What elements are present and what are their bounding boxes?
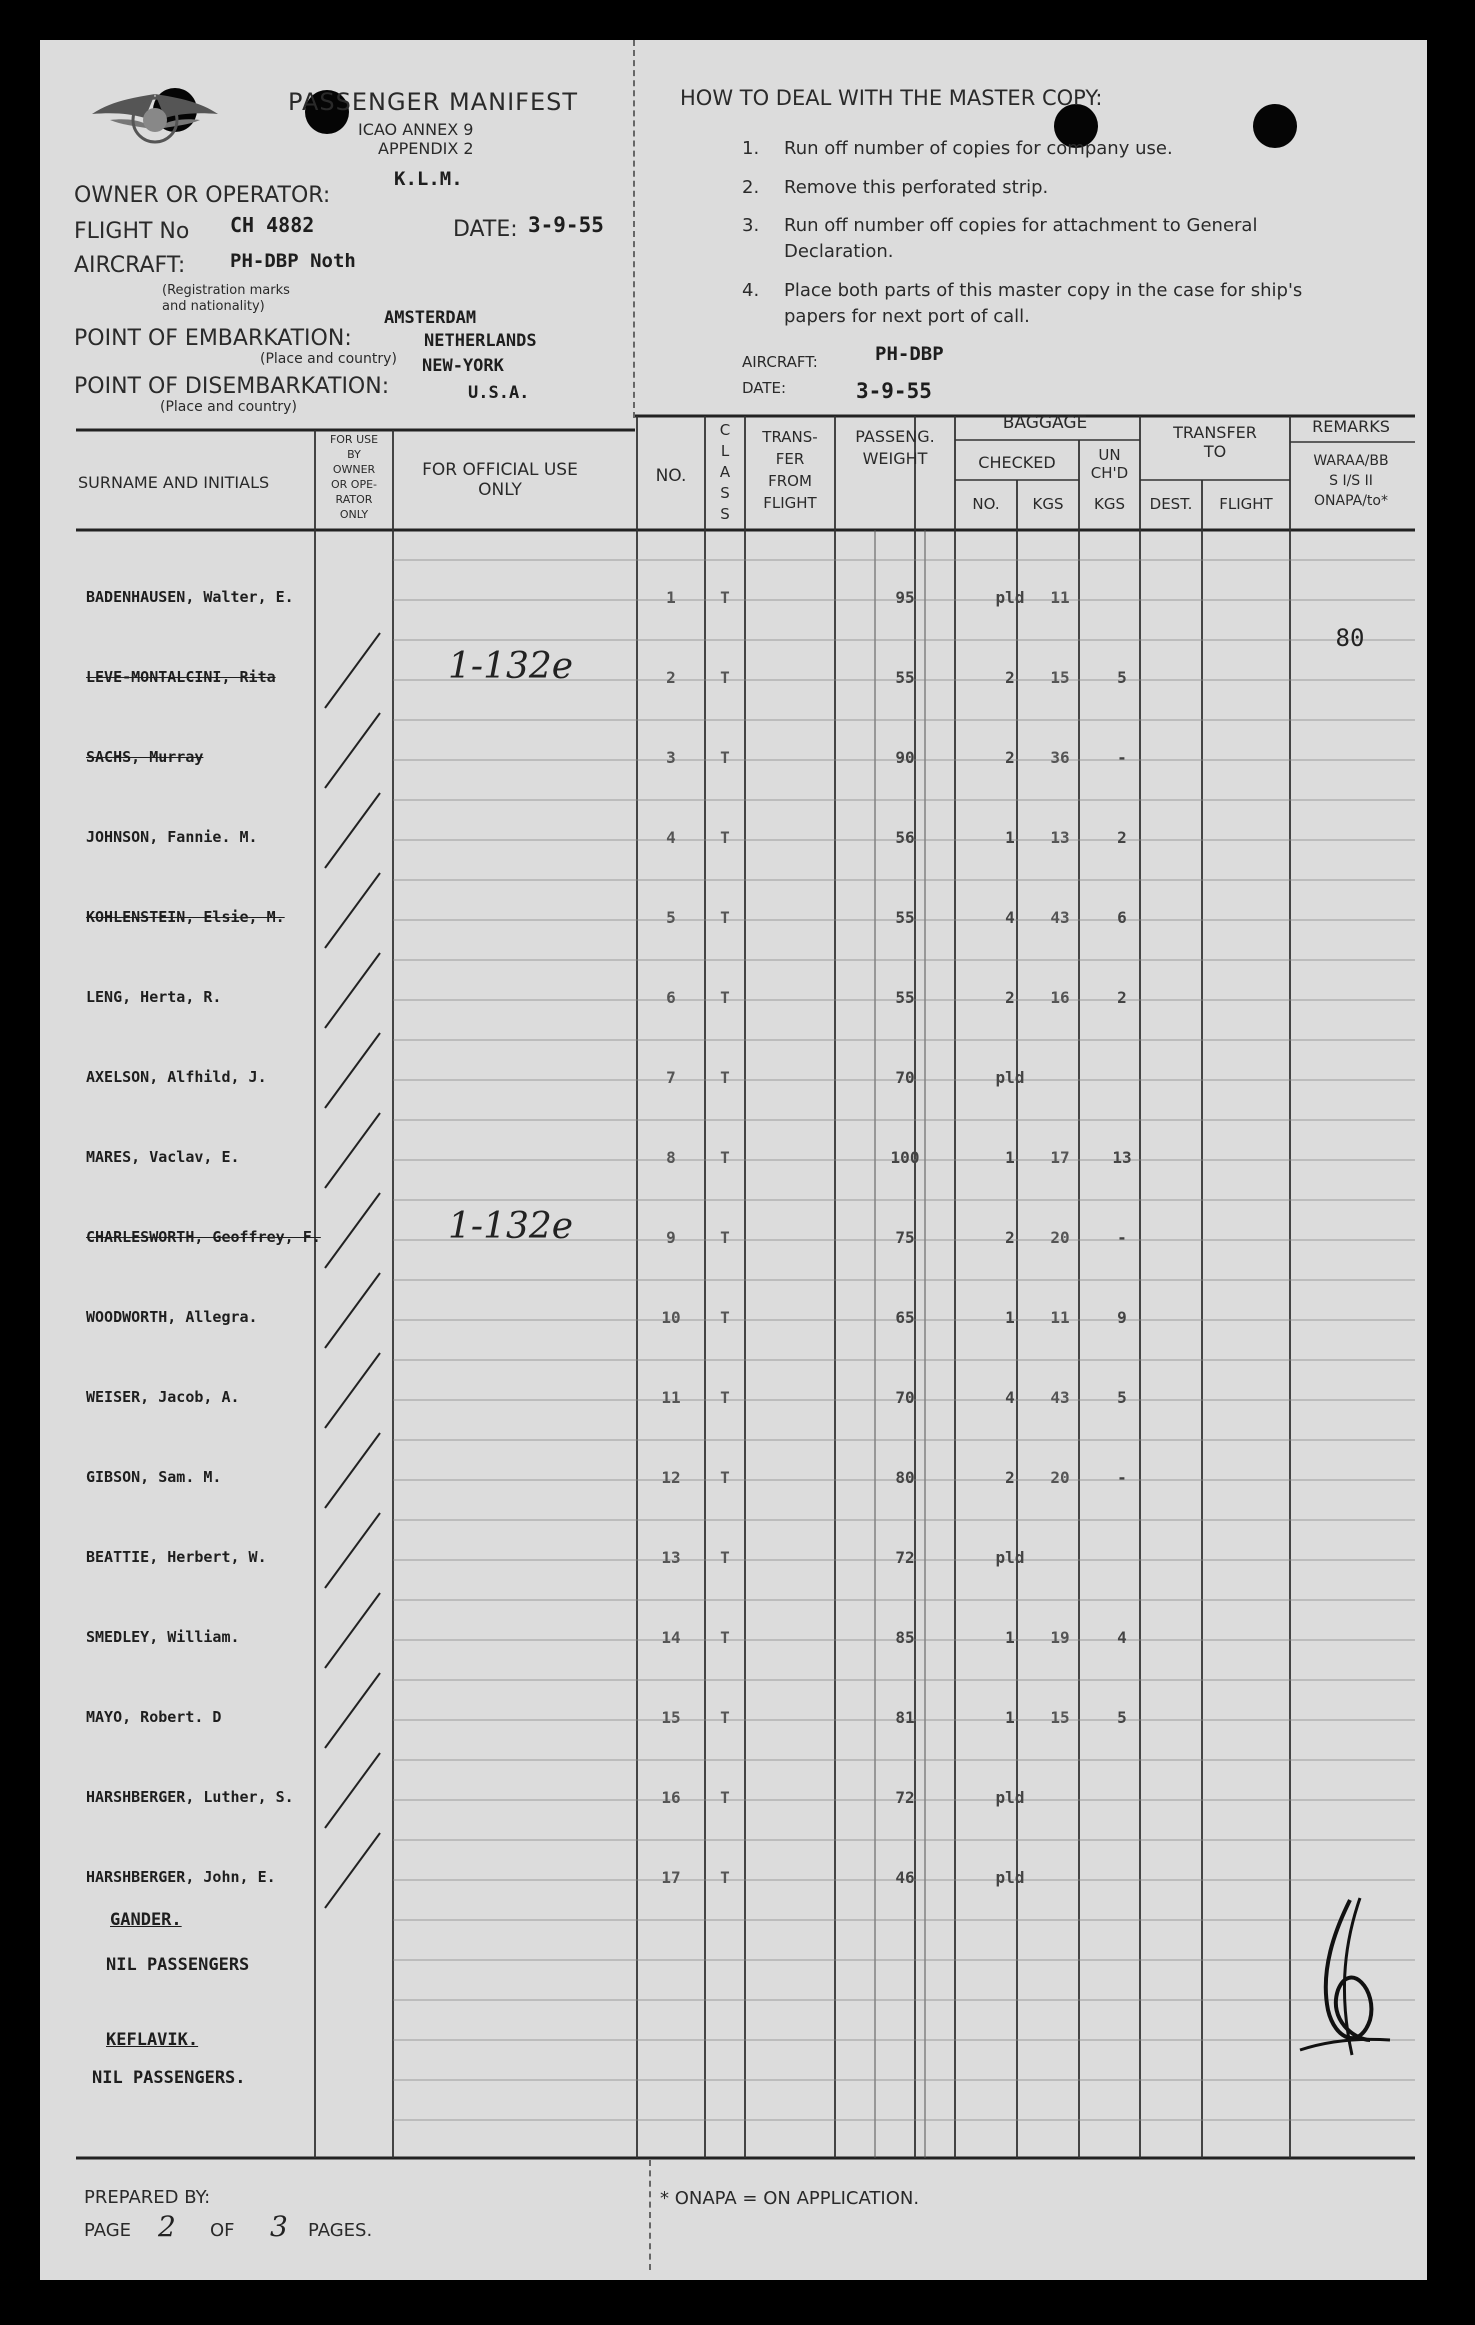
instr-date-value: 3-9-55 (856, 379, 932, 403)
stop-note: NIL PASSENGERS. (92, 2068, 246, 2088)
check-tick (325, 633, 380, 708)
passenger-weight: 70 (895, 1388, 915, 1407)
passenger-name: JOHNSON, Fannie. M. (86, 828, 258, 846)
unchecked-kgs: 5 (1117, 668, 1127, 687)
unchecked-kgs: - (1117, 1468, 1127, 1487)
passenger-weight: 72 (895, 1788, 915, 1807)
check-tick (325, 953, 380, 1028)
col-checked: CHECKED (978, 453, 1056, 472)
instr-aircraft-label: AIRCRAFT: (742, 353, 818, 371)
passenger-name: CHARLESWORTH, Geoffrey, F. (86, 1228, 321, 1246)
passenger-class: T (720, 1788, 730, 1807)
passenger-no: 9 (666, 1228, 676, 1247)
col-transfer-to-line: TRANSFER (1173, 423, 1257, 442)
passenger-no: 6 (666, 988, 676, 1007)
disembarkation-label: POINT OF DISEMBARKATION: (74, 374, 390, 399)
check-tick (325, 1113, 380, 1188)
col-owner-use-line: OWNER (332, 463, 376, 476)
baggage-kgs: 15 (1050, 668, 1070, 687)
owner-label: OWNER OR OPERATOR: (74, 183, 331, 208)
baggage-kgs: 11 (1050, 1308, 1070, 1327)
baggage-count: 1 (1005, 1148, 1015, 1167)
embarkation-city: AMSTERDAM (384, 308, 477, 328)
passenger-no: 1 (666, 588, 676, 607)
baggage-kgs: 20 (1050, 1468, 1070, 1487)
stop-note: NIL PASSENGERS (106, 1955, 250, 1975)
passenger-weight: 65 (895, 1308, 915, 1327)
baggage-kgs: 43 (1050, 1388, 1070, 1407)
prepared-by-label: PREPARED BY: (84, 2187, 211, 2208)
col-owner-use-line: OR OPE- (330, 478, 377, 491)
baggage-count: 2 (1005, 1228, 1015, 1247)
check-tick (325, 1833, 380, 1908)
baggage-count: pld (995, 1068, 1025, 1087)
passenger-class: T (720, 588, 730, 607)
col-baggage: BAGGAGE (1002, 413, 1088, 433)
passenger-weight: 95 (895, 588, 915, 607)
official-use-mark: 1-132e (448, 646, 574, 687)
col-class-line: S (720, 484, 730, 502)
baggage-count: 1 (1005, 1708, 1015, 1727)
passenger-class: T (720, 1548, 730, 1567)
baggage-kgs: 15 (1050, 1708, 1070, 1727)
appendix: APPENDIX 2 (378, 139, 474, 158)
baggage-count: pld (995, 588, 1025, 607)
check-tick (325, 873, 380, 948)
passenger-class: T (720, 1868, 730, 1887)
passenger-no: 15 (661, 1708, 681, 1727)
page-label: PAGE (84, 2220, 132, 2241)
col-transfer-to-line: TO (1203, 442, 1227, 461)
passenger-name: MARES, Vaclav, E. (86, 1148, 240, 1166)
col-transfer-from-line: TRANS- (762, 428, 818, 446)
col-remarks: REMARKS (1312, 417, 1390, 436)
instructions-heading: HOW TO DEAL WITH THE MASTER COPY: (680, 86, 1103, 110)
passenger-class: T (720, 908, 730, 927)
passenger-weight: 90 (895, 748, 915, 767)
col-transfer-from-line: FLIGHT (763, 494, 817, 512)
col-official-use-line: FOR OFFICIAL USE (422, 460, 578, 480)
date-label: DATE: (453, 217, 518, 242)
baggage-count: 2 (1005, 1468, 1015, 1487)
stop-place: KEFLAVIK. (106, 2030, 199, 2050)
passenger-no: 11 (661, 1388, 681, 1407)
passenger-weight: 55 (895, 988, 915, 1007)
passenger-name: GIBSON, Sam. M. (86, 1468, 222, 1486)
unchecked-kgs: 4 (1117, 1628, 1127, 1647)
passenger-class: T (720, 1308, 730, 1327)
col-class-line: L (720, 442, 730, 460)
col-surname: SURNAME AND INITIALS (78, 473, 270, 492)
baggage-count: 2 (1005, 748, 1015, 767)
flight-label: FLIGHT No (74, 219, 190, 244)
col-owner-use-line: RATOR (335, 493, 373, 506)
baggage-kgs: 11 (1050, 588, 1070, 607)
passenger-class: T (720, 1628, 730, 1647)
baggage-count: 2 (1005, 988, 1015, 1007)
instr-date-label: DATE: (742, 379, 787, 397)
passenger-class: T (720, 988, 730, 1007)
col-class-line: S (720, 505, 730, 523)
passenger-weight: 100 (890, 1148, 920, 1167)
baggage-kgs: 20 (1050, 1228, 1070, 1247)
passenger-no: 3 (666, 748, 676, 767)
passenger-weight: 80 (895, 1468, 915, 1487)
unchecked-kgs: 2 (1117, 828, 1127, 847)
col-remarks-sub-line: S I/S II (1329, 473, 1373, 489)
col-bag-no: NO. (972, 495, 1000, 513)
passenger-class: T (720, 1148, 730, 1167)
disembarkation-note: (Place and country) (160, 399, 297, 415)
passenger-weight: 46 (895, 1868, 915, 1887)
col-dest: DEST. (1149, 495, 1193, 513)
onapa-note: * ONAPA = ON APPLICATION. (660, 2188, 920, 2209)
icao-annex: ICAO ANNEX 9 (358, 120, 474, 139)
unchecked-kgs: - (1117, 748, 1127, 767)
check-tick (325, 713, 380, 788)
passenger-name: SACHS, Murray (86, 748, 204, 766)
passenger-weight: 72 (895, 1548, 915, 1567)
passenger-name: KOHLENSTEIN, Elsie, M. (86, 908, 285, 926)
page-value: 2 (158, 2210, 176, 2243)
passenger-weight: 75 (895, 1228, 915, 1247)
instruction-text: Declaration. (784, 241, 894, 262)
col-official-use-line: ONLY (478, 480, 522, 500)
passenger-no: 4 (666, 828, 676, 847)
passenger-class: T (720, 1068, 730, 1087)
unchecked-kgs: 2 (1117, 988, 1127, 1007)
col-remarks-sub-line: WARAA/BB (1313, 453, 1389, 469)
check-tick (325, 1753, 380, 1828)
pages-label: PAGES. (308, 2220, 373, 2241)
col-class-line: A (719, 463, 731, 481)
manifest-title: PASSENGER MANIFEST (288, 88, 579, 116)
baggage-kgs: 43 (1050, 908, 1070, 927)
passenger-name: WEISER, Jacob, A. (86, 1388, 240, 1406)
baggage-count: pld (995, 1548, 1025, 1567)
baggage-kgs: 19 (1050, 1628, 1070, 1647)
official-use-mark: 1-132e (448, 1206, 574, 1247)
aircraft-note: and nationality) (162, 299, 265, 314)
passenger-name: WOODWORTH, Allegra. (86, 1308, 258, 1326)
passenger-class: T (720, 748, 730, 767)
passenger-no: 13 (661, 1548, 681, 1567)
baggage-count: 1 (1005, 1308, 1015, 1327)
baggage-count: 4 (1005, 1388, 1015, 1407)
col-kgs: KGS (1032, 495, 1064, 513)
passenger-weight: 70 (895, 1068, 915, 1087)
passenger-class: T (720, 668, 730, 687)
check-tick (325, 1273, 380, 1348)
passenger-weight: 56 (895, 828, 915, 847)
aircraft-note: (Registration marks (162, 283, 290, 298)
instruction-num: 1. (742, 138, 760, 159)
baggage-count: pld (995, 1868, 1025, 1887)
stop-place: GANDER. (110, 1910, 182, 1930)
passenger-name: LEVE-MONTALCINI, Rita (86, 668, 276, 686)
manifest-sheet (40, 40, 1427, 2280)
col-weight-line: PASSENG. (855, 427, 935, 446)
check-tick (325, 1353, 380, 1428)
instruction-num: 4. (742, 280, 760, 301)
unchecked-kgs: 13 (1112, 1148, 1132, 1167)
instruction-text: Run off number of copies for company use. (784, 138, 1173, 159)
disembarkation-country: U.S.A. (468, 383, 530, 403)
passenger-class: T (720, 1468, 730, 1487)
passenger-no: 7 (666, 1068, 676, 1087)
check-tick (325, 1433, 380, 1508)
date-value: 3-9-55 (528, 213, 604, 237)
instruction-text: Run off number off copies for attachment to General (784, 215, 1258, 236)
col-remarks-sub-line: ONAPA/to* (1314, 493, 1388, 509)
col-transfer-from-line: FER (775, 450, 805, 468)
unchecked-kgs: 5 (1117, 1388, 1127, 1407)
passenger-name: AXELSON, Alfhild, J. (86, 1068, 267, 1086)
passenger-no: 17 (661, 1868, 681, 1887)
check-tick (325, 1033, 380, 1108)
passenger-no: 5 (666, 908, 676, 927)
passenger-name: HARSHBERGER, Luther, S. (86, 1788, 294, 1806)
passenger-no: 16 (661, 1788, 681, 1807)
passenger-no: 14 (661, 1628, 681, 1647)
remarks-value: 80 (1335, 624, 1365, 652)
col-owner-use-line: BY (347, 448, 361, 461)
col-unchd-line: CH'D (1090, 464, 1129, 482)
embarkation-note: (Place and country) (260, 351, 397, 367)
flight-value: CH 4882 (230, 213, 315, 237)
passenger-no: 8 (666, 1148, 676, 1167)
passenger-weight: 81 (895, 1708, 915, 1727)
owner-value: K.L.M. (394, 168, 463, 190)
passenger-weight: 85 (895, 1628, 915, 1647)
embarkation-label: POINT OF EMBARKATION: (74, 326, 352, 351)
unchecked-kgs: 9 (1117, 1308, 1127, 1327)
passenger-class: T (720, 1708, 730, 1727)
official-initials-signature-icon (1280, 1890, 1400, 2070)
passenger-name: HARSHBERGER, John, E. (86, 1868, 276, 1886)
col-transfer-from-line: FROM (768, 472, 812, 490)
check-tick-marks (40, 40, 1427, 2280)
instruction-text: papers for next port of call. (784, 306, 1030, 327)
passenger-name: BEATTIE, Herbert, W. (86, 1548, 267, 1566)
col-no: NO. (655, 466, 687, 486)
passenger-name: BADENHAUSEN, Walter, E. (86, 588, 294, 606)
passenger-class: T (720, 1228, 730, 1247)
baggage-count: pld (995, 1788, 1025, 1807)
check-tick (325, 1513, 380, 1588)
of-label: OF (210, 2220, 235, 2241)
baggage-count: 1 (1005, 828, 1015, 847)
passenger-class: T (720, 828, 730, 847)
col-owner-use-line: FOR USE (329, 433, 379, 446)
passenger-name: MAYO, Robert. D (86, 1708, 222, 1726)
col-owner-use-line: ONLY (339, 508, 369, 521)
passenger-name: LENG, Herta, R. (86, 988, 222, 1006)
aircraft-label: AIRCRAFT: (74, 253, 186, 278)
baggage-count: 4 (1005, 908, 1015, 927)
instr-aircraft-value: PH-DBP (875, 343, 944, 365)
baggage-kgs: 16 (1050, 988, 1070, 1007)
instruction-text: Remove this perforated strip. (784, 177, 1049, 198)
unchecked-kgs: 6 (1117, 908, 1127, 927)
baggage-kgs: 13 (1050, 828, 1070, 847)
col-kgs-unchecked: KGS (1094, 495, 1125, 513)
check-tick (325, 1673, 380, 1748)
col-flight: FLIGHT (1219, 495, 1273, 513)
passenger-weight: 55 (895, 668, 915, 687)
baggage-kgs: 17 (1050, 1148, 1070, 1167)
passenger-no: 2 (666, 668, 676, 687)
col-weight-line: WEIGHT (862, 449, 928, 468)
passenger-no: 12 (661, 1468, 681, 1487)
unchecked-kgs: - (1117, 1228, 1127, 1247)
instruction-num: 3. (742, 215, 760, 236)
check-tick (325, 1193, 380, 1268)
passenger-name: SMEDLEY, William. (86, 1628, 240, 1646)
passenger-weight: 55 (895, 908, 915, 927)
disembarkation-city: NEW-YORK (422, 356, 504, 376)
baggage-count: 1 (1005, 1628, 1015, 1647)
footer-divider (649, 2160, 651, 2270)
instruction-text: Place both parts of this master copy in the case for ship's (784, 280, 1303, 301)
check-tick (325, 1593, 380, 1668)
unchecked-kgs: 5 (1117, 1708, 1127, 1727)
passenger-class: T (720, 1388, 730, 1407)
of-value: 3 (270, 2210, 288, 2243)
embarkation-country: NETHERLANDS (424, 331, 537, 351)
instruction-num: 2. (742, 177, 760, 198)
col-unchd-line: UN (1098, 446, 1121, 464)
passenger-no: 10 (661, 1308, 681, 1327)
baggage-count: 2 (1005, 668, 1015, 687)
check-tick (325, 793, 380, 868)
aircraft-value: PH-DBP Noth (230, 250, 356, 272)
col-class-line: C (719, 421, 731, 439)
baggage-kgs: 36 (1050, 748, 1070, 767)
